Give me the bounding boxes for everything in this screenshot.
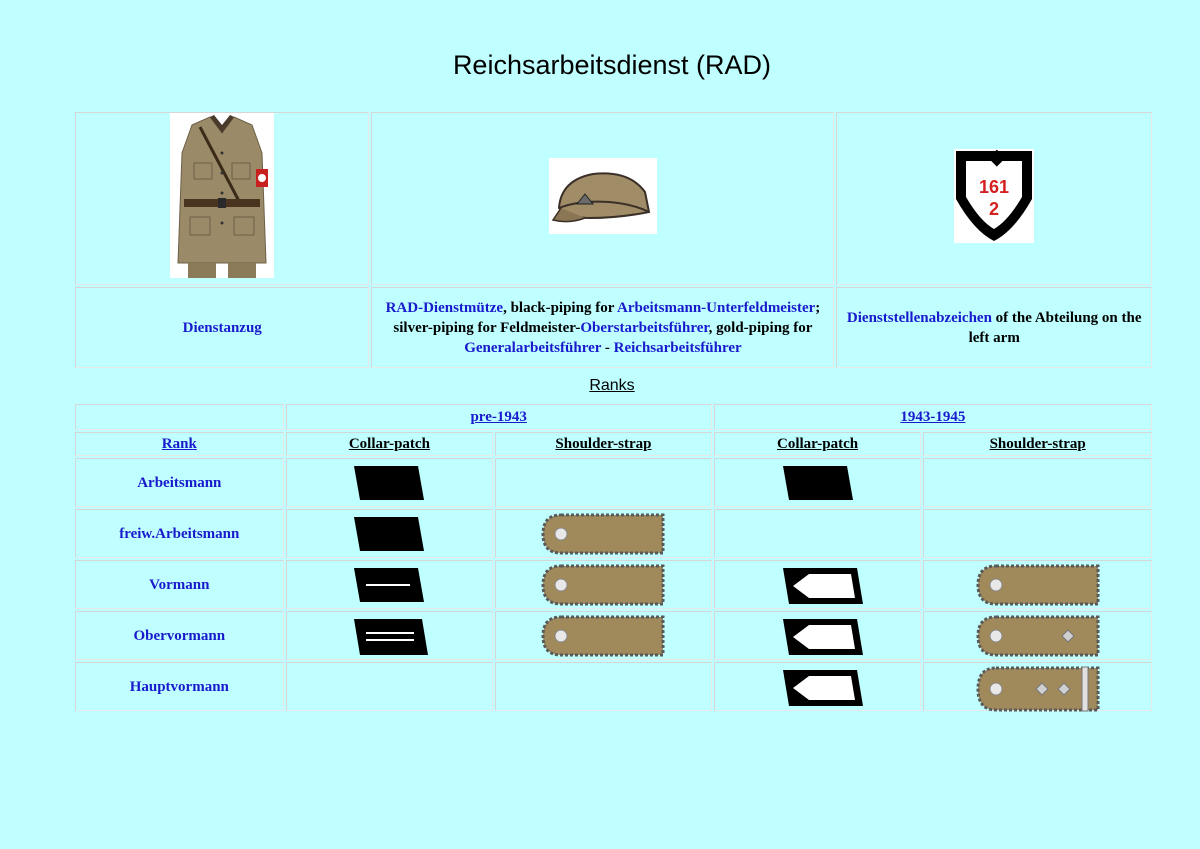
badge-number-bottom: 2 [989, 198, 1000, 219]
rank-name[interactable]: Obervormann [133, 627, 226, 644]
collar-post-cell [714, 560, 922, 609]
dienstanzug-link[interactable]: Dienstanzug [182, 319, 262, 336]
rank-row [75, 662, 1152, 711]
shoulder-strap-one-pip [976, 614, 1100, 658]
collar-header-post-label: Collar-patch [776, 436, 859, 452]
page-title: Reichsarbeitsdienst (RAD) [452, 50, 772, 80]
uniform-table [73, 110, 1154, 370]
abteilung-badge-image [954, 149, 1034, 243]
rank-name-cell [75, 560, 284, 609]
collar-patch-plain [781, 464, 855, 502]
shoulder-strap-two-pips-tresse [976, 665, 1100, 709]
strap-post-cell [923, 560, 1152, 609]
rank-name-cell [75, 611, 284, 660]
period-post-header [714, 404, 1152, 430]
rank-header [75, 432, 284, 456]
dienstmuetze-link[interactable]: RAD-Dienstmütze [385, 299, 504, 316]
collar-patch-plain [352, 515, 426, 553]
collar-pre-cell [286, 611, 494, 660]
cap-caption-text-2: ; silver-piping for Feldmeister- [393, 299, 821, 336]
uniform-image-cell [75, 112, 369, 285]
collar-pre-cell [286, 560, 494, 609]
cap-caption-text-3: , gold-piping for [708, 319, 813, 336]
badge-caption [836, 287, 1152, 368]
strap-post-cell [923, 509, 1152, 558]
badge-image-cell [836, 112, 1152, 285]
pre-1943-link[interactable]: pre-1943 [470, 409, 527, 425]
shoulder-strap-plain [541, 614, 665, 658]
badge-number-top: 161 [979, 176, 1010, 197]
strap-pre-cell [495, 662, 712, 711]
collar-patch-two-bars [352, 617, 426, 655]
collar-header-pre-label: Collar-patch [348, 436, 430, 452]
rank-name[interactable]: freiw.Arbeitsmann [119, 525, 240, 542]
strap-post-cell [923, 458, 1152, 507]
collar-patch-chevron [781, 668, 855, 706]
strap-pre-cell [495, 458, 712, 507]
cap-image [549, 158, 657, 234]
collar-pre-cell [286, 662, 494, 711]
shoulder-strap-plain [541, 512, 665, 556]
rank-name-cell [75, 662, 284, 711]
collar-post-cell [714, 458, 922, 507]
arbeitsmann-unterfeldmeister-link[interactable]: Arbeitsmann-Unterfeldmeister [617, 299, 816, 316]
badge-caption-text: of the Abteilung on the left arm [968, 309, 1142, 346]
strap-pre-cell [495, 509, 712, 558]
dienststellenabzeichen-link[interactable]: Dienststellenabzeichen [846, 309, 992, 326]
ranks-caption: Ranks [589, 377, 635, 394]
strap-header-pre-label: Shoulder-strap [555, 436, 652, 452]
rank-row [75, 560, 1152, 609]
rank-name[interactable]: Arbeitsmann [137, 474, 222, 491]
strap-header-post-label: Shoulder-strap [989, 436, 1086, 452]
rank-row [75, 509, 1152, 558]
collar-post-cell [714, 662, 922, 711]
collar-patch-one-bar [352, 566, 426, 604]
collar-pre-cell [286, 458, 494, 507]
cap-image-cell [371, 112, 834, 285]
strap-post-cell [923, 611, 1152, 660]
shoulder-strap-plain [541, 563, 665, 607]
rank-name[interactable]: Hauptvormann [129, 678, 229, 695]
cap-caption [371, 287, 834, 368]
collar-post-cell [714, 509, 922, 558]
generalarbeitsfuehrer-link[interactable]: Generalarbeitsführer [464, 339, 602, 356]
collar-patch-chevron [781, 617, 855, 655]
collar-header-pre [286, 432, 494, 456]
reichsarbeitsfuehrer-link[interactable]: Reichsarbeitsführer [613, 339, 742, 356]
strap-header-post [923, 432, 1152, 456]
1943-1945-link[interactable]: 1943-1945 [900, 409, 966, 425]
collar-header-post [714, 432, 922, 456]
collar-pre-cell [286, 509, 494, 558]
ranks-table [73, 402, 1154, 713]
shoulder-strap-plain [976, 563, 1100, 607]
period-pre-header [286, 404, 712, 430]
strap-post-cell [923, 662, 1152, 711]
rank-name-cell [75, 509, 284, 558]
rank-row [75, 611, 1152, 660]
dienstanzug-caption [75, 287, 369, 368]
collar-patch-chevron [781, 566, 855, 604]
strap-pre-cell [495, 560, 712, 609]
strap-pre-cell [495, 611, 712, 660]
cap-caption-text-1: , black-piping for [503, 299, 617, 316]
rank-row [75, 458, 1152, 507]
collar-patch-plain [352, 464, 426, 502]
collar-post-cell [714, 611, 922, 660]
oberstarbeitsfuehrer-link[interactable]: Oberstarbeitsführer [580, 319, 709, 336]
strap-header-pre [495, 432, 712, 456]
cap-caption-text-4: - [601, 339, 614, 356]
rank-name[interactable]: Vormann [149, 576, 210, 593]
rank-link[interactable]: Rank [161, 436, 197, 452]
uniform-jacket-image [170, 113, 274, 278]
rank-name-cell [75, 458, 284, 507]
empty-header-cell [75, 404, 284, 430]
